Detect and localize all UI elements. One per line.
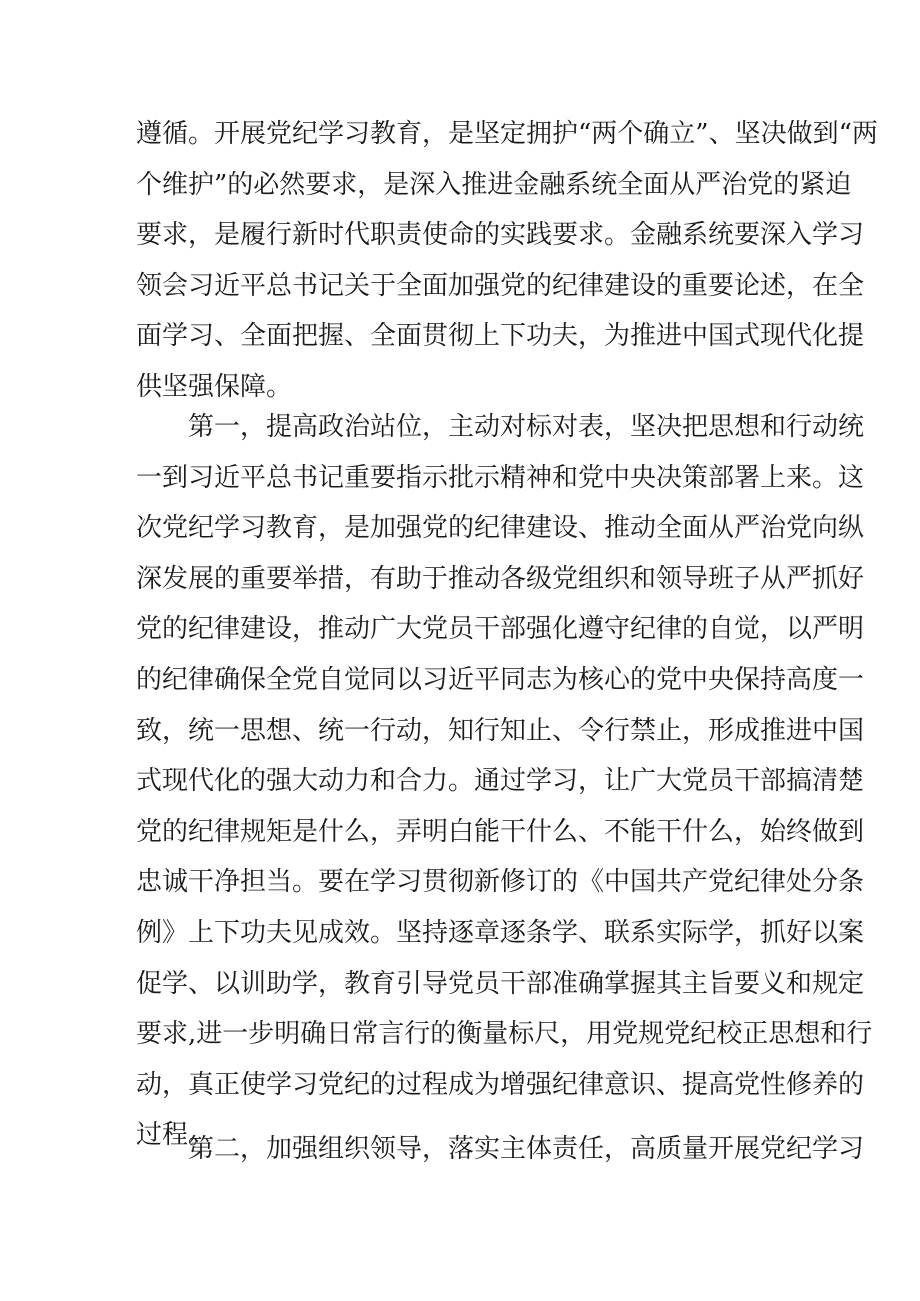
paragraph-line: 要求,进一步明确日常言行的衡量标尺，用党规党纪校正思想和行	[136, 1019, 873, 1050]
paragraph-2	[136, 402, 873, 1161]
paragraph-line: 一到习近平总书记重要指示批示精神和党中央决策部署上来。这	[136, 462, 865, 493]
paragraph-line: 要求，是履行新时代职责使命的实践要求。金融系统要深入学习	[136, 220, 865, 251]
paragraph-line: 动，真正使学习党纪的过程成为增强纪律意识、提高党性修养的	[136, 1069, 865, 1100]
paragraph-line: 忠诚干净担当。要在学习贯彻新修订的《中国共产党纪律处分条	[136, 867, 865, 898]
paragraph-line: 遵循。开展党纪学习教育，是坚定拥护“两个确立”、坚决做到“两	[136, 119, 878, 149]
paragraph-line: 个维护”的必然要求，是深入推进金融系统全面从严治党的紧迫	[136, 169, 852, 200]
paragraph-line: 致，统一思想、统一行动，知行知止、令行禁止，形成推进中国	[136, 715, 865, 746]
paragraph-line: 式现代化的强大动力和合力。通过学习，让广大党员干部搞清楚	[136, 766, 865, 797]
paragraph-line: 面学习、全面把握、全面贯彻上下功夫，为推进中国式现代化提	[136, 321, 865, 352]
paragraph-1	[136, 109, 878, 413]
paragraph-line: 过程。	[136, 1120, 215, 1151]
paragraph-line: 的纪律确保全党自觉同以习近平同志为核心的党中央保持高度一	[136, 664, 865, 695]
paragraph-3	[136, 1124, 865, 1175]
paragraph-line: 领会习近平总书记关于全面加强党的纪律建设的重要论述，在全	[136, 270, 865, 301]
paragraph-line: 促学、以训助学，教育引导党员干部准确掌握其主旨要义和规定	[136, 968, 865, 999]
paragraph-line: 党的纪律建设，推动广大党员干部强化遵守纪律的自觉，以严明	[136, 614, 865, 645]
paragraph-line: 第一，提高政治站位，主动对标对表，坚决把思想和行动统	[188, 412, 865, 442]
paragraph-line: 深发展的重要举措，有助于推动各级党组织和领导班子从严抓好	[136, 563, 865, 594]
paragraph-line: 供坚强保障。	[136, 371, 293, 402]
paragraph-line: 例》上下功夫见成效。坚持逐章逐条学、联系实际学，抓好以案	[136, 917, 865, 948]
paragraph-line: 党的纪律规矩是什么，弄明白能干什么、不能干什么，始终做到	[136, 816, 865, 847]
paragraph-line: 第二，加强组织领导，落实主体责任，高质量开展党纪学习	[188, 1134, 865, 1164]
paragraph-line: 次党纪学习教育，是加强党的纪律建设、推动全面从严治党向纵	[136, 513, 865, 544]
